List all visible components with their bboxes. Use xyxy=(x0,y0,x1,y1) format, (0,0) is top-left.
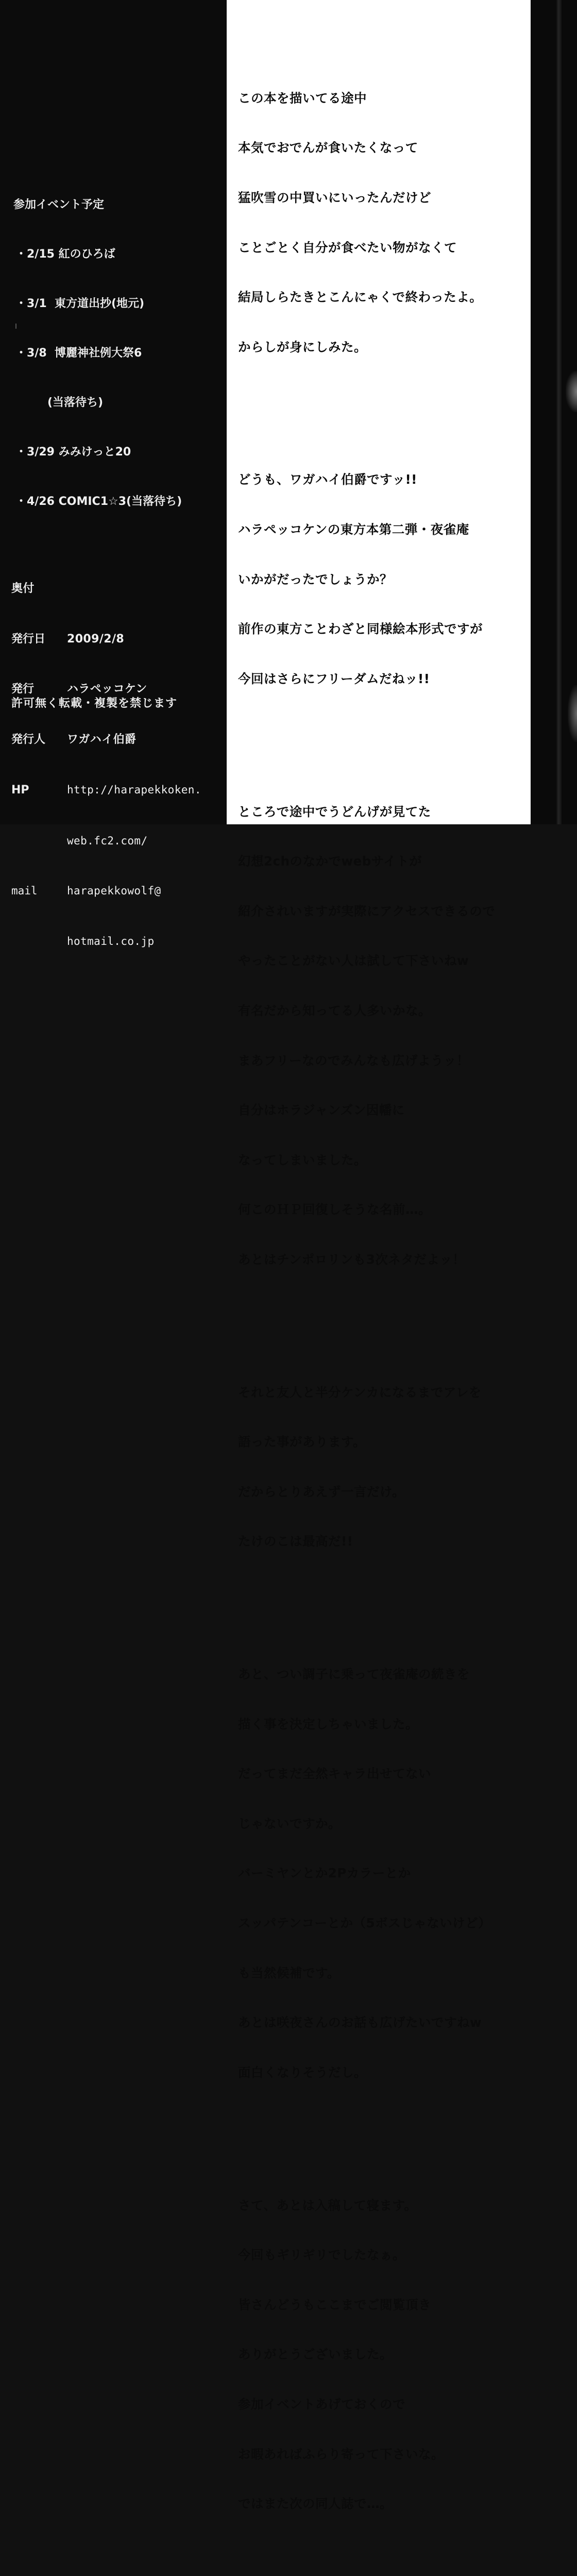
text-line: スッパテンコーとか（5ボスじゃないけど） xyxy=(238,1916,491,1931)
text-line: 前作の東方ことわざと同様絵本形式ですが xyxy=(238,621,483,637)
afterword-paragraph-1 xyxy=(238,57,527,388)
colophon-hp-row xyxy=(11,782,201,799)
text-line: だってまだ全然キャラ出せてない xyxy=(238,1766,431,1782)
event-schedule-heading: 参加イベント予定 xyxy=(13,198,105,211)
text-line: ありがとうございました。 xyxy=(238,2347,393,2362)
text-line: あと、つい調子に乗って夜雀庵の続きを xyxy=(238,1667,470,1682)
text-line: バーミヤンとか2Pカラーとか xyxy=(238,1866,411,1881)
text-line: ハラペッコケンの東方本第二弾・夜雀庵 xyxy=(238,522,469,537)
text-line: 今回もギリギリでしたなぁ。 xyxy=(238,2247,405,2263)
hp-label: HP xyxy=(11,784,29,796)
text-line: たけのこは最高だ!! xyxy=(238,1534,353,1549)
colophon-heading-row xyxy=(11,581,201,598)
event-schedule xyxy=(13,164,182,543)
text-line: まあフリーなのでみんなも広げようッ！ xyxy=(238,1053,470,1068)
text-line: さて、あとは入稿して寝ます。 xyxy=(238,2197,417,2213)
issuer-label: 発行人 xyxy=(11,733,46,746)
afterword-text xyxy=(238,24,527,2576)
afterword-paragraph-2 xyxy=(238,438,527,720)
text-line: 何このＨＰ回復しそうな名前…。 xyxy=(238,1202,431,1217)
event-item: ・3/8 博麗神社例大祭6 xyxy=(15,347,142,360)
afterword-paragraph-5 xyxy=(238,1633,527,2114)
afterword-paragraph-6 xyxy=(238,2164,527,2546)
edge-streak xyxy=(556,0,562,824)
text-line: 幻想2chのなかでwebサイトが xyxy=(238,854,422,869)
mail-label: mail xyxy=(11,885,38,897)
colophon-issuer-row xyxy=(11,732,201,749)
text-line: お暇あればふらり寄って下さいな。 xyxy=(238,2446,444,2462)
text-line: 皆さんどうもここまでご閲覧頂き xyxy=(238,2297,431,2312)
colophon-heading: 奥付 xyxy=(11,582,35,595)
date-label: 発行日 xyxy=(11,632,46,646)
text-line: だからとりあえず一言だけ。 xyxy=(238,1484,405,1499)
event-item: ・4/26 COMIC1☆3(当落待ち) xyxy=(15,495,182,508)
text-line: ことごとく自分が食べたい物がなくて xyxy=(238,240,457,255)
colophon-mail-row xyxy=(11,883,201,900)
date-value: 2009/2/8 xyxy=(67,632,125,646)
publisher-value: ハラペッコケン xyxy=(67,683,147,696)
hp-url-cont: web.fc2.com/ xyxy=(67,834,148,847)
text-line: 自分はホラジャンズン因幡に xyxy=(238,1103,405,1118)
event-item-note: (当落待ち) xyxy=(47,396,104,409)
afterword-paragraph-3 xyxy=(238,770,527,1301)
edge-fray xyxy=(566,371,577,412)
text-line: 面白くなりそうだし。 xyxy=(238,2064,367,2080)
colophon-hp-row-cont xyxy=(11,833,201,850)
mail-address-cont: hotmail.co.jp xyxy=(67,935,155,947)
text-line: あとはチンポロリンも3次ネタだよッ！ xyxy=(238,1252,466,1267)
event-item: ・3/1 東方道出抄(地元) xyxy=(15,297,145,310)
event-item: ・3/29 みみけっと20 xyxy=(15,446,131,459)
issuer-value: ワガハイ伯爵 xyxy=(67,733,137,746)
text-line: あとは咲夜さんのお話も広げたいですねw xyxy=(238,2015,482,2030)
copyright-notice: 許可無く転載・複製を禁じます xyxy=(11,697,178,710)
text-line: からしが身にしみた。 xyxy=(238,339,367,354)
text-line: 本気でおでんが食いたくなって xyxy=(238,140,418,156)
text-line: 参加イベントあげておくので xyxy=(238,2396,405,2412)
text-line: 結局しらたきとこんにゃくで終わったよ。 xyxy=(238,290,483,305)
text-line: 紹介されいますが実際にアクセスできるので xyxy=(238,903,496,919)
text-line: ではまた次の同人誌で…。 xyxy=(238,2496,393,2512)
text-line: 有名だから知ってる人多いかな。 xyxy=(238,1003,431,1018)
text-line: やったことがない人は試して下さいねw xyxy=(238,953,469,969)
text-line: 今回はさらにフリーダムだねッ!! xyxy=(238,671,430,686)
text-line: なってしまいました。 xyxy=(238,1152,367,1167)
edge-fray-lower xyxy=(568,685,577,742)
colophon-date-row xyxy=(11,631,201,648)
text-line: この本を描いてる途中 xyxy=(238,90,367,106)
text-line: じゃないですか。 xyxy=(238,1816,341,1831)
text-line: 猛吹雪の中買いにいったんだけど xyxy=(238,190,431,206)
event-item: ・2/15 紅のひろば xyxy=(15,248,115,261)
text-line: それと友人と半分ケンカになるまでアレを xyxy=(238,1384,482,1400)
text-line: ところで途中でうどんげが見てた xyxy=(238,804,431,819)
text-line: いかがだったでしょうか？ xyxy=(238,571,393,587)
text-line: も当然候補です。 xyxy=(238,1965,341,1980)
hp-url: http://harapekkoken. xyxy=(67,784,201,796)
text-line: 描く事を決定しちゃいました。 xyxy=(238,1716,418,1732)
publisher-label: 発行 xyxy=(11,683,35,696)
colophon-mail-row-cont xyxy=(11,933,201,950)
text-line: 語った事があります。 xyxy=(238,1434,366,1450)
afterword-paragraph-4 xyxy=(238,1351,527,1583)
colophon xyxy=(11,547,201,983)
mail-address: harapekkowolf@ xyxy=(67,885,161,897)
text-line: どうも、ワガハイ伯爵ですッ!! xyxy=(238,472,417,487)
